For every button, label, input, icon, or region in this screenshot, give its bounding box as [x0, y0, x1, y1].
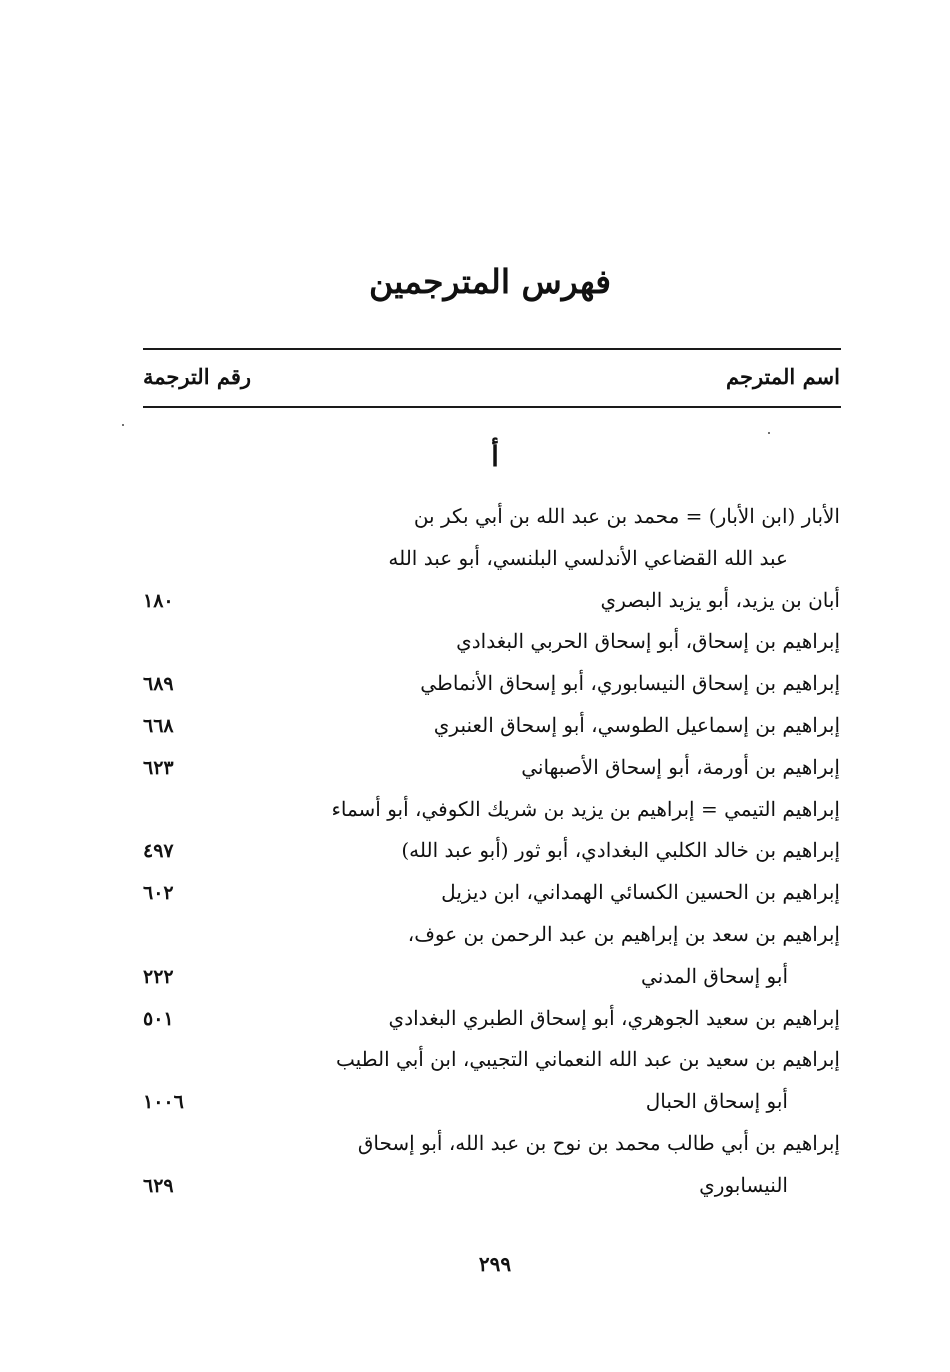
index-entry-row — [0, 834, 950, 876]
section-letter: أ — [491, 440, 499, 473]
entry-name: النيسابوري — [699, 1172, 788, 1197]
index-entry-row — [0, 625, 950, 667]
index-entry-row — [0, 960, 950, 1002]
page-number: ٢٩٩ — [478, 1252, 512, 1276]
entry-name: إبراهيم بن إسحاق النيسابوري، أبو إسحاق الأنماطي — [420, 671, 840, 696]
entry-name: إبراهيم بن الحسين الكسائي الهمداني، ابن ديزيل — [441, 880, 840, 905]
entry-number: ٥٠١ — [143, 1007, 174, 1030]
entry-name: إبراهيم التيمي = إبراهيم بن يزيد بن شريك الكوفي، أبو أسماء — [331, 796, 840, 821]
entry-name: عبد الله القضاعي الأندلسي البلنسي، أبو عبد الله — [388, 545, 788, 570]
entry-name: إبراهيم بن إسماعيل الطوسي، أبو إسحاق العنبري — [433, 712, 840, 737]
entry-number: ١٨٠ — [143, 589, 174, 612]
column-header-number: رقم الترجمة — [143, 364, 252, 389]
entry-number: ٤٩٧ — [143, 840, 174, 863]
entry-name: إبراهيم بن سعيد الجوهري، أبو إسحاق الطبري البغدادي — [388, 1005, 840, 1030]
entry-name: أبان بن يزيد، أبو يزيد البصري — [600, 587, 840, 612]
entry-number: ٦٠٢ — [143, 882, 174, 905]
entry-name: أبو إسحاق الحبال — [645, 1089, 788, 1114]
entry-number: ٦٢٩ — [143, 1174, 174, 1197]
entry-name: الأبار (ابن الأبار) = محمد بن عبد الله بن أبي بكر بن — [413, 504, 840, 528]
entry-name: إبراهيم بن خالد الكلبي البغدادي، أبو ثور (أبو عبد الله) — [401, 838, 840, 863]
entry-name: أبو إسحاق المدني — [641, 963, 788, 988]
entry-name: إبراهيم بن سعيد بن عبد الله النعماني التجيبي، ابن أبي الطيب — [335, 1047, 840, 1072]
index-entry-row — [0, 1002, 950, 1044]
index-entry-row — [0, 1043, 950, 1085]
scan-speck — [768, 432, 770, 434]
header-bottom-rule — [143, 406, 841, 408]
entry-name: إبراهيم بن سعد بن إبراهيم بن عبد الرحمن بن عوف، — [407, 921, 840, 946]
index-entry-row — [0, 1169, 950, 1211]
scan-speck — [122, 424, 124, 426]
index-entry-row — [0, 751, 950, 793]
entry-name: إبراهيم بن أبي طالب محمد بن نوح بن عبد الله، أبو إسحاق — [357, 1130, 840, 1155]
index-entry-row — [0, 584, 950, 626]
index-entry-row — [0, 1085, 950, 1127]
index-entries — [0, 500, 950, 1211]
index-entry-row — [0, 709, 950, 751]
entry-number: ١٠٠٦ — [143, 1091, 184, 1114]
column-header-name: اسم المترجم — [726, 364, 840, 389]
header-top-rule — [143, 348, 841, 350]
index-entry-row — [0, 667, 950, 709]
entry-number: ٦٢٣ — [143, 756, 174, 779]
entry-number: ٦٦٨ — [143, 714, 174, 737]
entry-number: ٦٨٩ — [143, 673, 174, 696]
index-entry-row — [0, 500, 950, 542]
index-entry-row — [0, 793, 950, 835]
entry-number: ٢٢٢ — [143, 965, 174, 988]
index-entry-row — [0, 876, 950, 918]
page-title: فهرس المترجمين — [369, 262, 611, 301]
index-entry-row — [0, 542, 950, 584]
index-entry-row — [0, 1127, 950, 1169]
entry-name: إبراهيم بن إسحاق، أبو إسحاق الحربي البغدادي — [456, 629, 840, 654]
index-entry-row — [0, 918, 950, 960]
entry-name: إبراهيم بن أورمة، أبو إسحاق الأصبهاني — [521, 754, 840, 779]
